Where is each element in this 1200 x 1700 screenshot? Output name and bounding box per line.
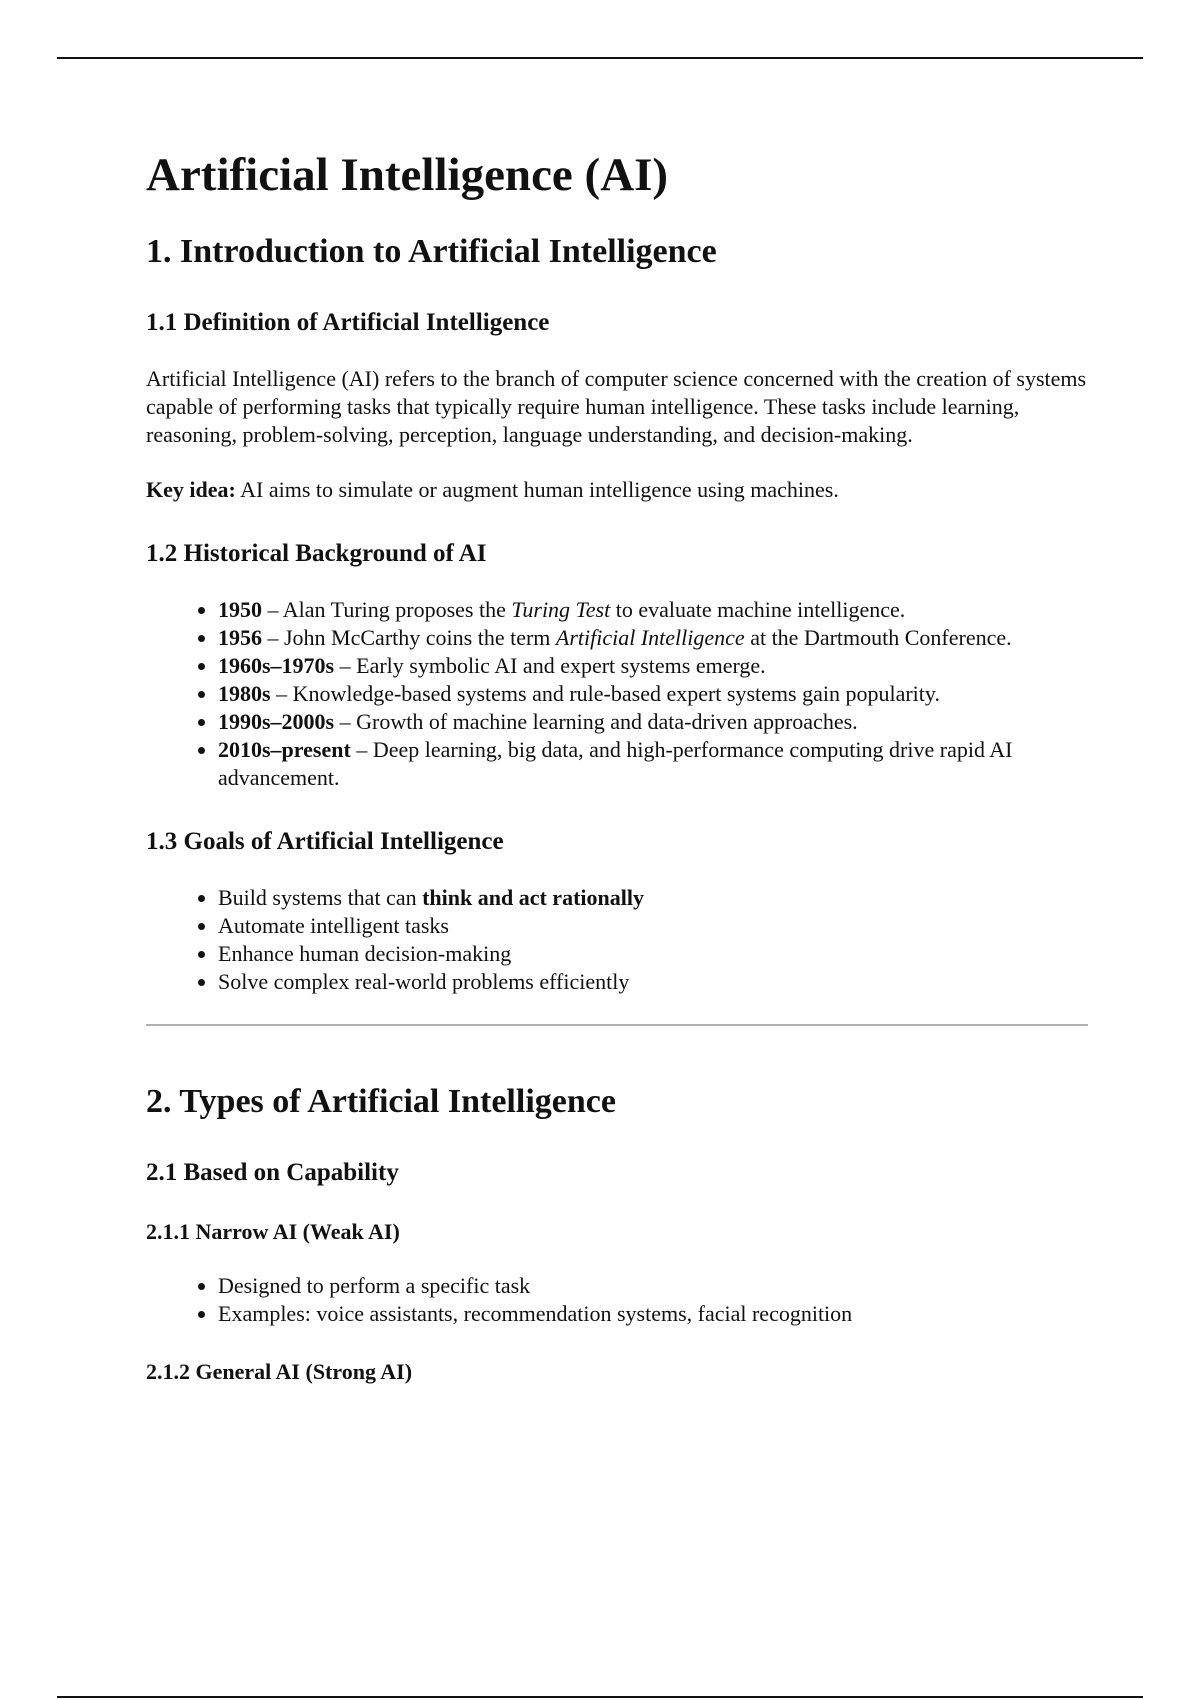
goal-text: Build systems that can xyxy=(218,884,423,910)
goal-emphasis: think and act rationally xyxy=(422,884,644,910)
key-idea-label: Key idea: xyxy=(146,476,236,502)
section-divider xyxy=(146,1024,1088,1026)
section-2-1-heading: 2.1 Based on Capability xyxy=(146,1158,399,1186)
document-title: Artificial Intelligence (AI) xyxy=(146,149,669,201)
history-item xyxy=(218,652,1088,680)
goal-item: • Enhance human decision-making xyxy=(218,940,1088,968)
history-text: to evaluate machine intelligence. xyxy=(610,596,906,622)
section-2-heading: 2. Types of Artificial Intelligence xyxy=(146,1082,616,1120)
history-list xyxy=(146,596,1088,792)
history-year: 1956 xyxy=(218,624,262,650)
history-text: – John McCarthy coins the term xyxy=(262,624,556,650)
history-year: 1950 xyxy=(218,596,262,622)
key-idea-paragraph xyxy=(146,476,1088,504)
section-2-1-2-heading: 2.1.2 General AI (Strong AI) xyxy=(146,1359,413,1385)
goals-list xyxy=(146,884,1088,996)
goal-item: • Solve complex real-world problems efficiently xyxy=(218,968,1088,996)
page-bottom-rule xyxy=(57,1696,1143,1698)
history-item xyxy=(218,708,1088,736)
history-text: – Alan Turing proposes the xyxy=(262,596,512,622)
section-1-3-heading: 1.3 Goals of Artificial Intelligence xyxy=(146,827,504,855)
goal-item: • Automate intelligent tasks xyxy=(218,912,1088,940)
history-item xyxy=(218,736,1088,792)
history-text: – Knowledge-based systems and rule-based expert systems gain popularity. xyxy=(270,680,940,706)
history-year: 2010s–present xyxy=(218,736,351,762)
section-2-1-1-heading: 2.1.1 Narrow AI (Weak AI) xyxy=(146,1218,400,1244)
section-1-2-heading: 1.2 Historical Background of AI xyxy=(146,539,487,567)
narrow-ai-item: • Designed to perform a specific task xyxy=(218,1272,1088,1300)
definition-paragraph: Artificial Intelligence (AI) refers to the branch of computer science concerned with the creation of systems capable of performing tasks that typically require human intelligence. These tasks include learning, reasoning, problem-solving, perception, language understanding, and decision-making. xyxy=(146,365,1087,447)
history-item xyxy=(218,596,1088,624)
narrow-ai-list xyxy=(146,1272,1088,1328)
history-item xyxy=(218,624,1088,652)
history-year: 1990s–2000s xyxy=(218,708,335,734)
history-text: – Early symbolic AI and expert systems emerge. xyxy=(334,652,766,678)
history-year: 1980s xyxy=(218,680,271,706)
page-top-rule xyxy=(57,57,1143,59)
history-emphasis: Turing Test xyxy=(511,596,611,622)
history-item xyxy=(218,680,1088,708)
goal-item xyxy=(218,884,1088,912)
history-text: – Deep learning, big data, and high-performance computing drive rapid AI advancement. xyxy=(218,736,1013,790)
key-idea-text: AI aims to simulate or augment human intelligence using machines. xyxy=(235,476,839,502)
section-1-heading: 1. Introduction to Artificial Intelligence xyxy=(146,233,717,271)
section-1-1-heading: 1.1 Definition of Artificial Intelligence xyxy=(146,308,550,336)
narrow-ai-item: • Examples: voice assistants, recommendation systems, facial recognition xyxy=(218,1300,1088,1328)
history-year: 1960s–1970s xyxy=(218,652,335,678)
document-body xyxy=(146,136,1088,1385)
history-text: – Growth of machine learning and data-driven approaches. xyxy=(334,708,858,734)
history-text: at the Dartmouth Conference. xyxy=(744,624,1012,650)
history-emphasis: Artificial Intelligence xyxy=(555,624,745,650)
